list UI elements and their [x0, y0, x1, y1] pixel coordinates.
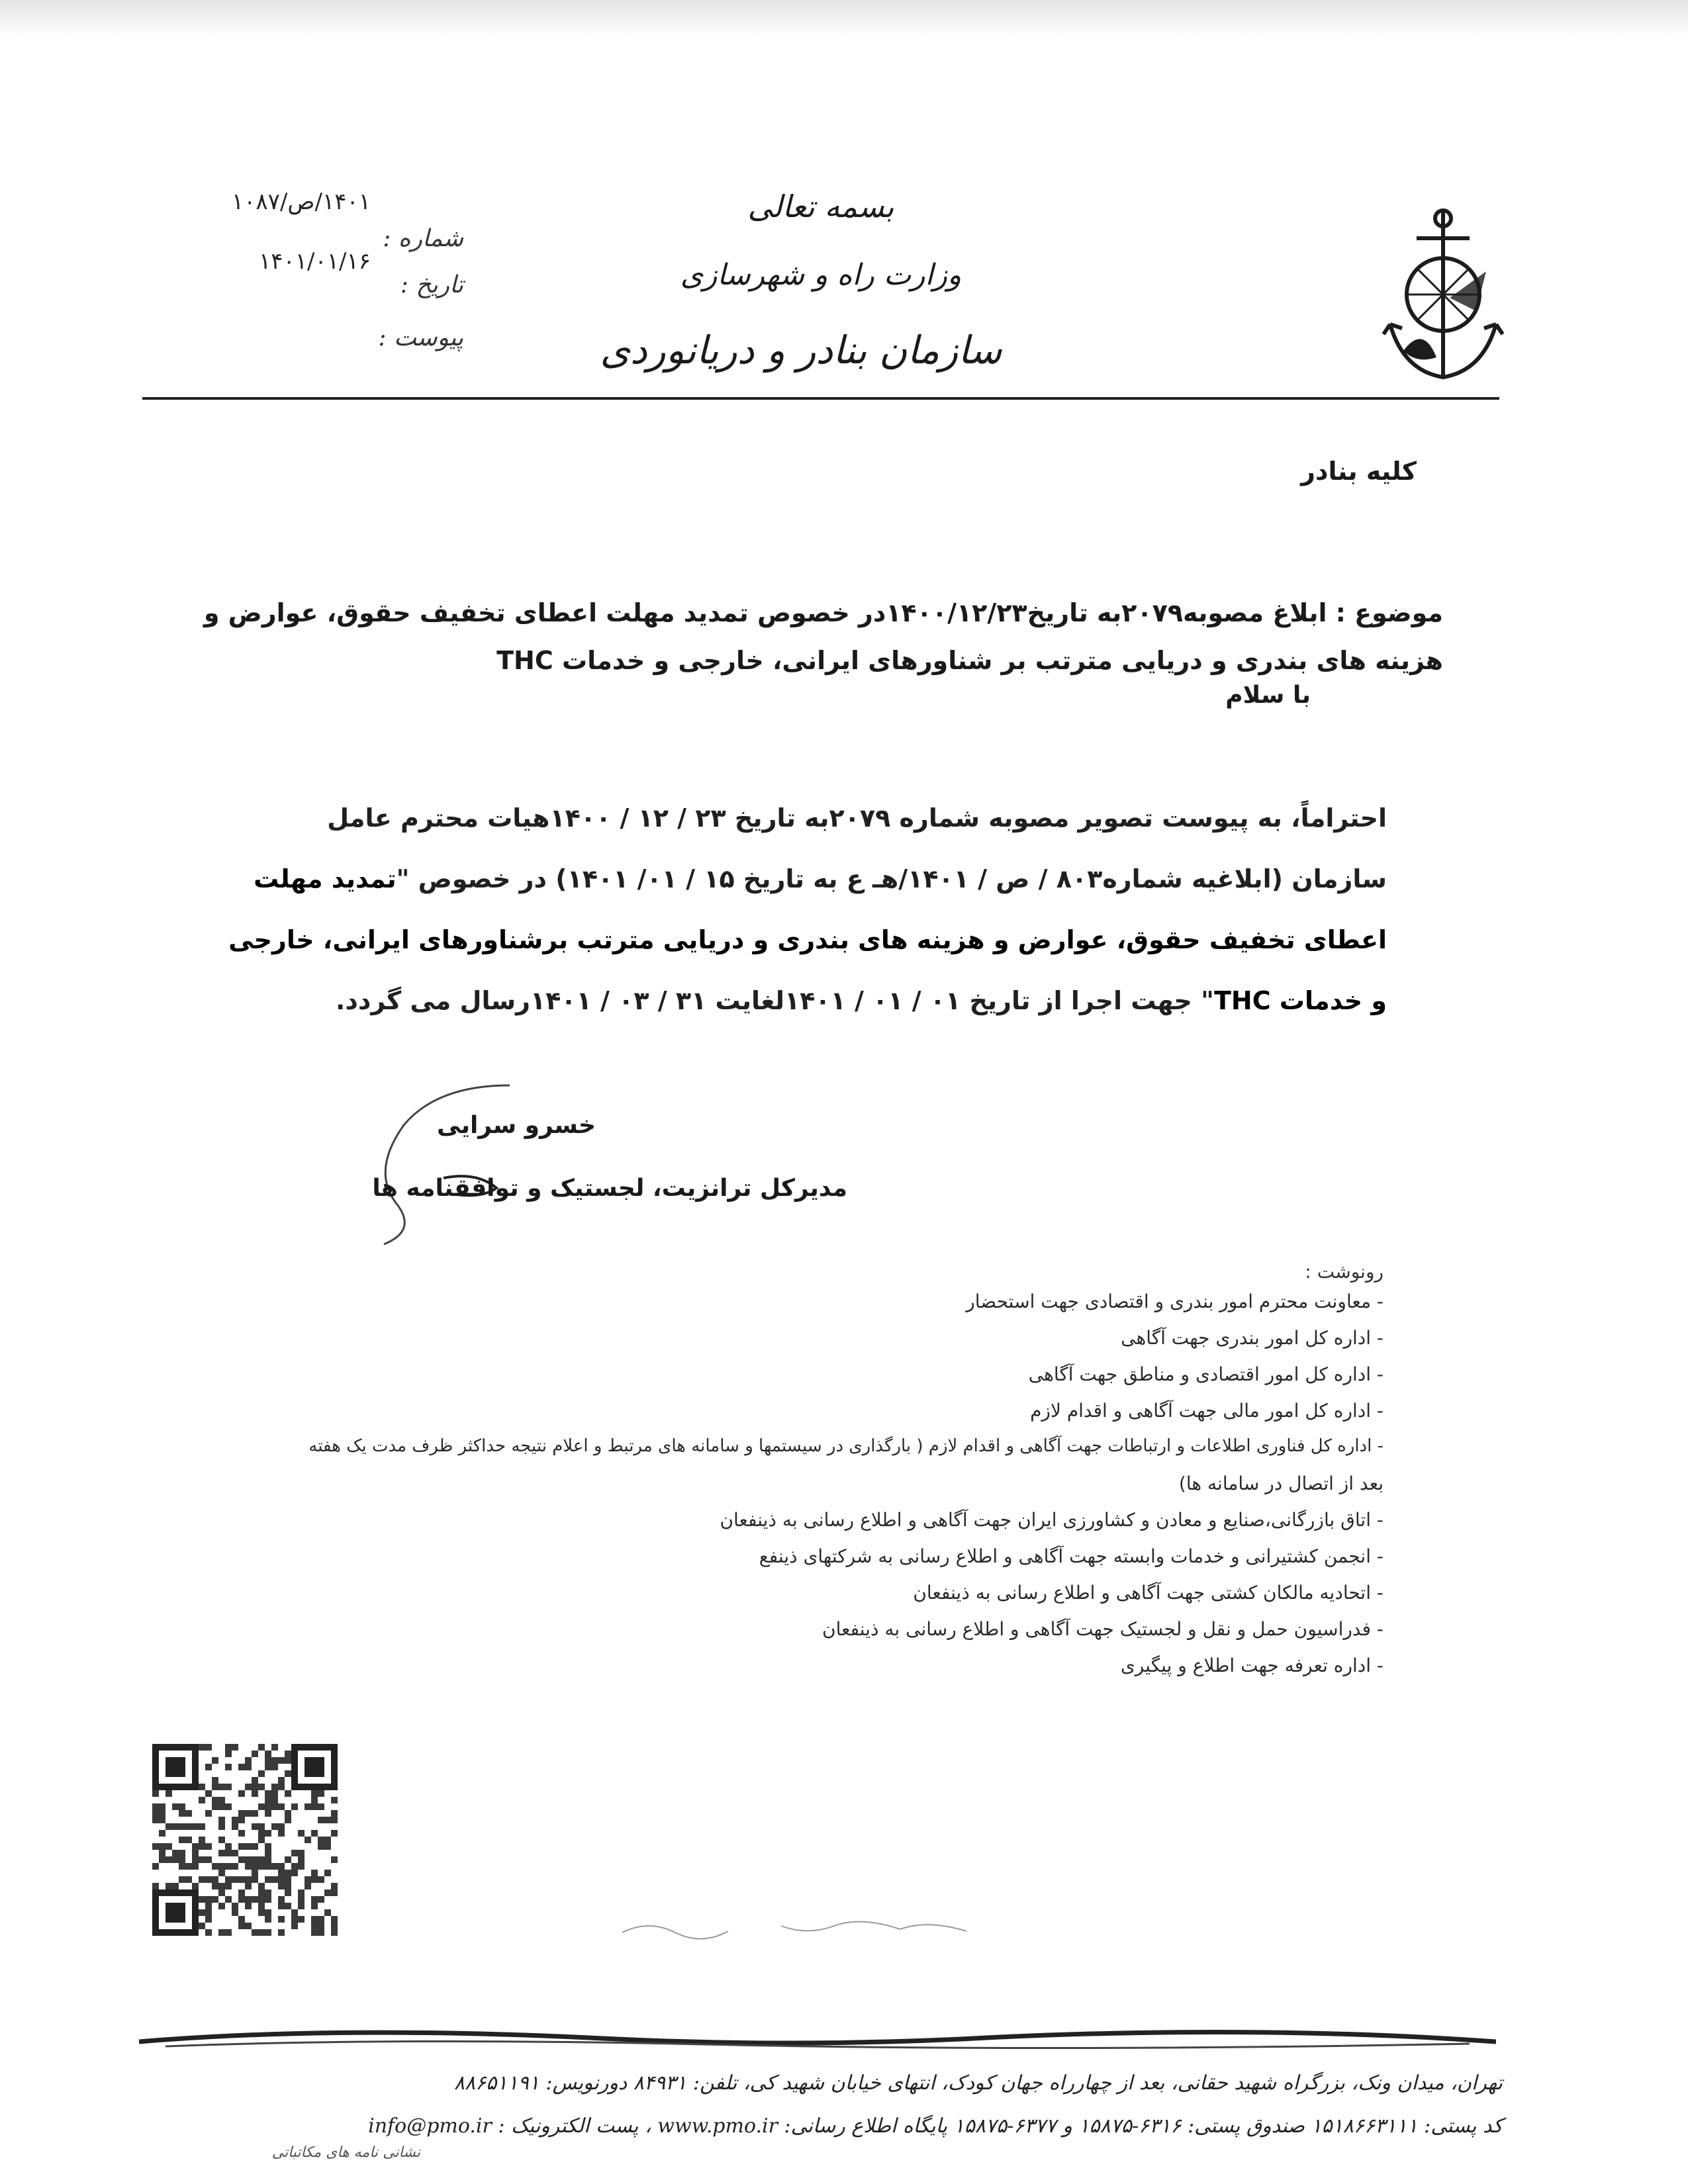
cc-item-continuation: بعد از اتصال در سامانه ها) — [1178, 1473, 1383, 1494]
greeting: با سلام — [1225, 682, 1311, 709]
faint-handwritten-note-icon — [609, 1906, 980, 1946]
cc-item: - اتحادیه مالکان کشتی جهت آگاهی و اطلاع رسانی به ذینفعان — [913, 1582, 1383, 1604]
letter-body-paragraph — [225, 788, 1387, 1031]
footer-contact-info: کد پستی: ۱۵۱۸۶۶۳۱۱۱ صندوق پستی: ۶۳۱۶-۱۵۸۷۵ و ۶۳۷۷-۱۵۸۷۵ پایگاه اطلاع رسانی: www.pmo.ir ، پست الکترونیک : info@pmo.ir — [368, 2115, 1503, 2138]
scan-shadow — [0, 0, 1688, 40]
footer-wave-divider — [139, 2019, 1496, 2058]
cc-item: - انجمن کشتیرانی و خدمات وابسته جهت آگاهی و اطلاع رسانی به شرکتهای ذینفع — [759, 1545, 1383, 1567]
footer-small-note: نشانی نامه های مکاتباتی — [271, 2144, 420, 2161]
header-divider — [142, 397, 1499, 400]
cc-item: - اداره کل امور مالی جهت آگاهی و اقدام لازم — [1030, 1400, 1383, 1422]
letter-subject: موضوع : ابلاغ مصوبه۲۰۷۹به تاریخ۱۴۰۰/۱۲/۲۳در خصوص تمدید مهلت اعطای تخفیف حقوق، عوارض و هزینه های بندری و دریایی مترتب بر شناورهای ایرانی، خارجی و خدمات THC — [203, 598, 1443, 675]
cc-item: - اداره تعرفه جهت اطلاع و پیگیری — [1120, 1655, 1383, 1676]
signer-name: خسرو سرایی — [437, 1112, 596, 1139]
cc-item: - اداره کل امور بندری جهت آگاهی — [1121, 1327, 1383, 1349]
footer-address: تهران، میدان ونک، بزرگراه شهید حقانی، بعد از چهارراه جهان کودک، انتهای خیابان شهید کی، تلفن: ۸۴۹۳۱ دورنویس: ۸۸۶۵۱۱۹۱ — [453, 2071, 1503, 2095]
qr-code-icon — [152, 1744, 338, 1936]
paragraph-bold-subject: تمدید مهلت اعطای تخفیف حقوق، عوارض و هزینه های بندری و دریایی مترتب برشناورهای ایرانی، خارجی و خدمات THC — [228, 864, 1387, 1015]
paragraph-intro: احتراماً، به پیوست تصویر مصوبه شماره ۲۰۷۹به تاریخ ۲۳ / ۱۲ / ۱۴۰۰هیات محترم عامل سازمان (ابلاغیه شماره۸۰۳ / ص / ۱۴۰۱/هـ ع به تاریخ ۱۵ / ۰۱/ ۱۴۰۱) در خصوص " — [327, 803, 1387, 893]
cc-item: - اتاق بازرگانی،صنایع و معادن و کشاورزی ایران جهت آگاهی و اطلاع رسانی به ذینفعان — [720, 1509, 1383, 1531]
letter-number-label: شماره : — [383, 225, 463, 252]
cc-item: - اداره کل امور اقتصادی و مناطق جهت آگاهی — [1028, 1363, 1383, 1385]
signer-title: مدیرکل ترانزیت، لجستیک و توافقنامه ها — [372, 1175, 847, 1202]
signature-scribble-icon — [344, 1072, 556, 1257]
letter-number-value: ۱۴۰۱/ص/۱۰۸۷ — [231, 189, 371, 215]
ports-and-maritime-organization-logo-icon — [1377, 199, 1509, 390]
cc-item: - فدراسیون حمل و نقل و لجستیک جهت آگاهی و اطلاع رسانی به ذینفعان — [822, 1618, 1383, 1640]
letter-date-label: تاریخ : — [400, 271, 463, 298]
recipient: کلیه بنادر — [1301, 457, 1417, 486]
letter-attachment-label: پیوست : — [378, 324, 463, 351]
basmala-heading: بسمه تعالی — [747, 189, 894, 224]
cc-item: - اداره کل فناوری اطلاعات و ارتباطات جهت آگاهی و اقدام لازم ( بارگذاری در سیستمها و سامانه های مرتبط و اعلام نتیجه حداکثر ظرف مدت یک هفته — [308, 1436, 1383, 1456]
ministry-name: وزارت راه و شهرسازی — [680, 258, 962, 292]
paragraph-outro: " جهت اجرا از تاریخ ۰۱ / ۰۱ / ۱۴۰۱لغایت ۳۱ / ۰۳ / ۱۴۰۱رسال می گردد. — [335, 986, 1214, 1015]
letter-date-value: ۱۴۰۱/۰۱/۱۶ — [258, 248, 371, 275]
organization-name: سازمان بنادر و دریانوردی — [600, 328, 1002, 373]
cc-title: رونوشت : — [1305, 1261, 1383, 1283]
cc-item: - معاونت محترم امور بندری و اقتصادی جهت استحضار — [966, 1291, 1383, 1312]
